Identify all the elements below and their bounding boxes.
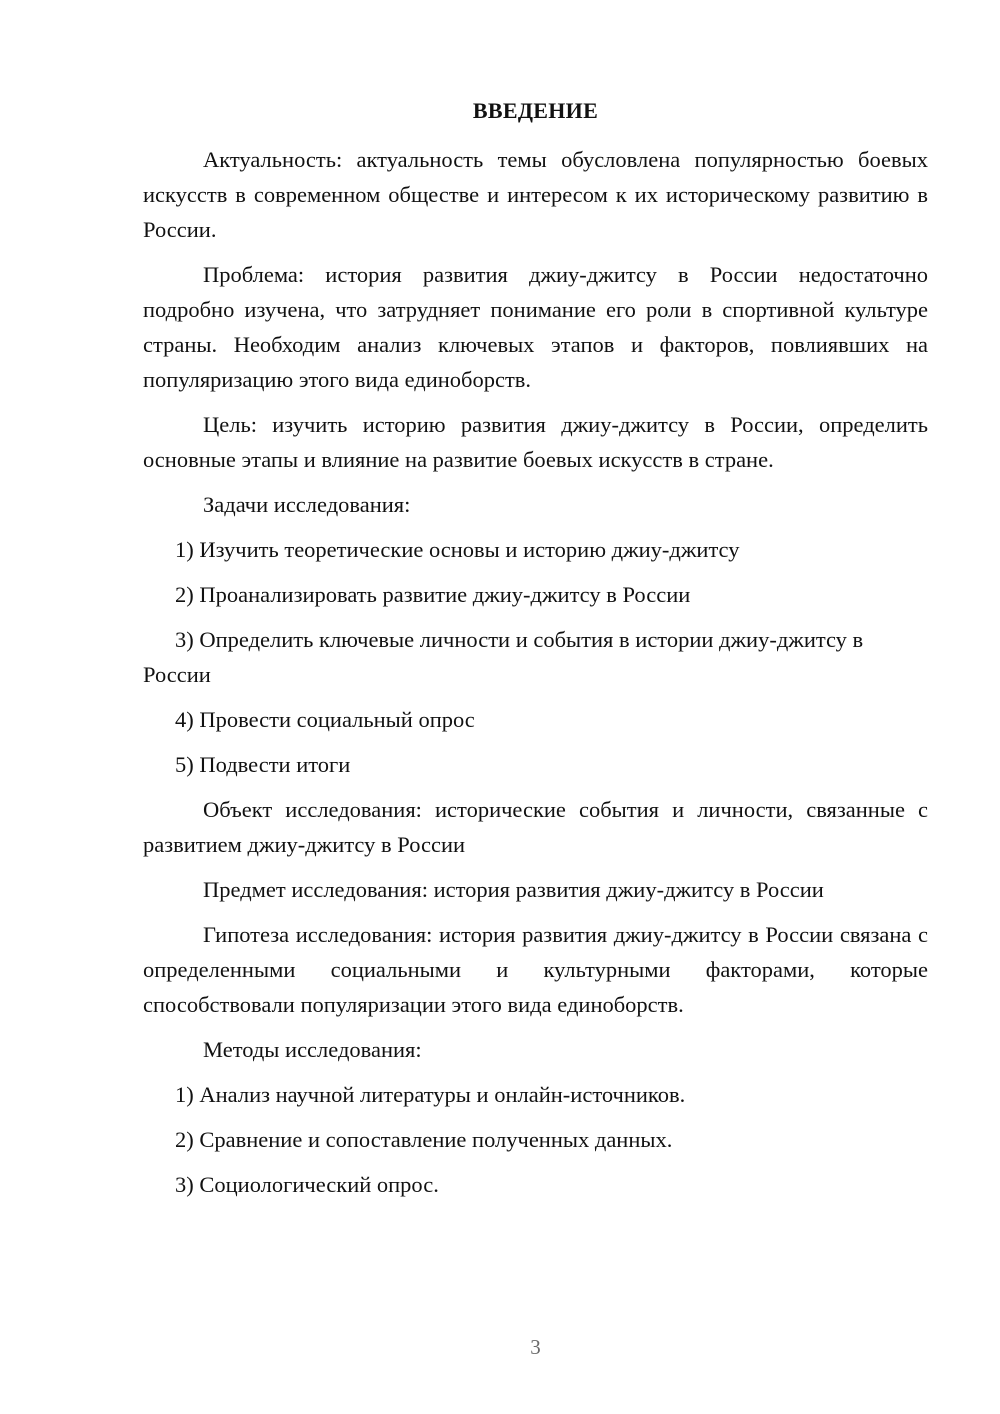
page-number: 3 [530,1335,541,1359]
paragraph-relevance: Актуальность: актуальность темы обусловлена популярностью боевых искусств в современном обществе и интересом к их историческому развитию в России. [143,147,928,242]
methods-heading: Методы исследования: [203,1037,422,1062]
paragraph-object: Объект исследования: исторические события и личности, связанные с развитием джиу-джитсу в России [143,797,928,857]
document-body [143,142,928,1212]
paragraph-problem: Проблема: история развития джиу-джитсу в России недостаточно подробно изучена, что затрудняет понимание его роли в спортивной культуре страны. Необходим анализ ключевых этапов и факторов, повлиявших на популяризацию этого вида единоборств. [143,262,928,392]
paragraph-subject: Предмет исследования: история развития джиу-джитсу в России [203,877,824,902]
document-page [143,0,928,1414]
task-item-2: 2) Проанализировать развитие джиу-джитсу в России [175,582,691,607]
task-item-1: 1) Изучить теоретические основы и историю джиу-джитсу [175,537,740,562]
task-item-3: 3) Определить ключевые личности и события в истории джиу-джитсу в России [143,627,864,687]
paragraph-hypothesis: Гипотеза исследования: история развития джиу-джитсу в России связана с определенными социальными и культурными факторами, которые способствовали популяризации этого вида единоборств. [143,922,928,1017]
section-title: ВВЕДЕНИЕ [472,98,599,123]
method-item-3: 3) Социологический опрос. [175,1172,439,1197]
tasks-heading: Задачи исследования: [203,492,411,517]
method-item-1: 1) Анализ научной литературы и онлайн-источников. [175,1082,686,1107]
method-item-2: 2) Сравнение и сопоставление полученных данных. [175,1127,673,1152]
paragraph-goal: Цель: изучить историю развития джиу-джитсу в России, определить основные этапы и влияние на развитие боевых искусств в стране. [143,412,928,472]
task-item-4: 4) Провести социальный опрос [175,707,475,732]
task-item-5: 5) Подвести итоги [175,752,351,777]
